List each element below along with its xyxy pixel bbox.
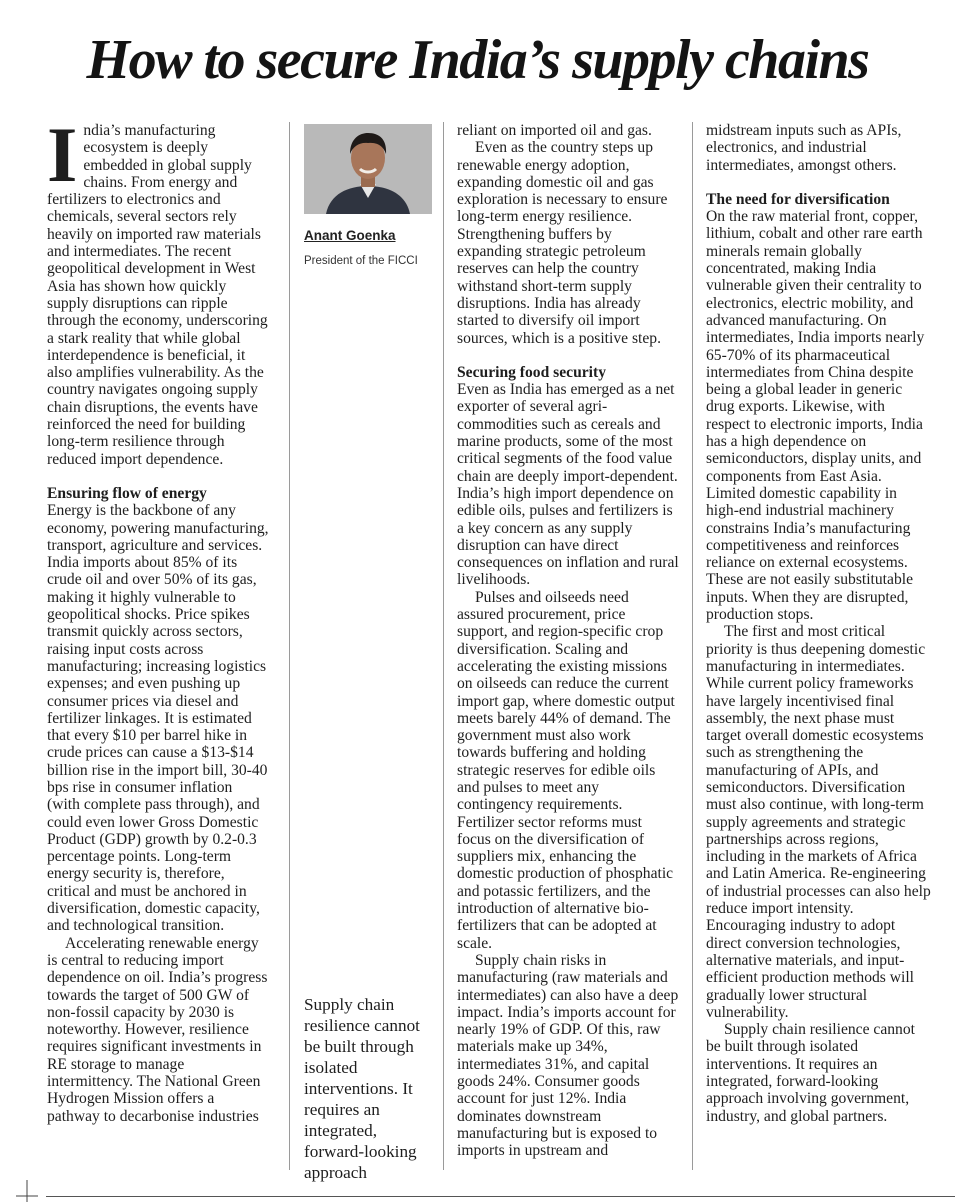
manufacturing-paragraph: Supply chain risks in manufacturing (raw materials and intermediates) can also have a deep impact. India’s imports account for nearly 19% of GDP. Of this, raw materials make up 34%, intermediates 31%, and capital goods 24%. Consumer goods account for just 12%. India dominates downstream manufacturing but is exposed to imports in upstream and (457, 951, 679, 1160)
drop-cap: I (47, 111, 78, 198)
article-column-3 (457, 122, 679, 1160)
author-portrait-icon (304, 124, 432, 214)
headline: How to secure India’s supply chains (86, 29, 869, 91)
column-divider-3 (692, 122, 693, 1170)
intro-text: ndia’s manufacturing ecosystem is deeply embedded in global supply chains. From energy and fertilizers to electronics and chemicals, several sectors rely heavily on imported raw materials and intermediates. The recent geopolitical development in West Asia has shown how quickly supply disruptions can ripple through the economy, underscoring a stark reality that while global interdependence is beneficial, it also amplifies vulnerability. As the country navigates ongoing supply chain disruptions, the events have reinforced the need for building long-term resilience through reduced import dependence. (47, 122, 268, 468)
crop-mark-icon (16, 1180, 38, 1202)
energy-paragraph-3: Even as the country steps up renewable energy adoption, expanding domestic oil and gas exploration is necessary to ensure long-term energy resilience. Strengthening buffers by expanding strategic petroleum reserves can help the country withstand short-term supply disruptions. India has already started to diversify oil import sources, which is a positive step. (457, 139, 668, 347)
column-divider-1 (289, 122, 290, 1170)
article-column-1 (47, 111, 269, 1125)
article-column-4 (706, 122, 932, 1125)
intro-paragraph (47, 111, 269, 468)
food-paragraph-1: Even as India has emerged as a net exporter of several agri-commodities such as cereals and marine products, some of the most critical segments of the food value chain are deeply import-dependent. India’s high import dependence on edible oils, pulses and fertilizers is a key concern as any supply disruption can have direct consequences on inflation and rural livelihoods. (457, 381, 679, 589)
author-title: President of the FICCI (304, 255, 418, 267)
subhead-food: Securing food security (457, 363, 606, 381)
pull-quote: Supply chain resilience cannot be built through isolated interventions. It requires an integrated, forward-looking approach (304, 995, 420, 1182)
footer-rule (46, 1196, 955, 1197)
manufacturing-continued: midstream inputs such as APIs, electronics, and industrial intermediates, amongst others. (706, 122, 902, 174)
subhead-diversification: The need for diversification (706, 190, 890, 208)
column-divider-2 (443, 122, 444, 1170)
subhead-energy: Ensuring flow of energy (47, 484, 207, 502)
author-photo (304, 124, 432, 214)
energy-paragraph-2: Accelerating renewable energy is central to reducing import dependence on oil. India’s progress towards the target of 500 GW of non-fossil capacity by 2030 is noteworthy. However, resilience requires significant investments in RE storage to manage intermittency. The National Green Hydrogen Mission offers a pathway to decarbonise industries (47, 934, 268, 1125)
conclusion-paragraph: Supply chain resilience cannot be built through isolated interventions. It requires an integrated, forward-looking approach involving government, industry, and global partners. (706, 1021, 915, 1125)
food-paragraph-2: Pulses and oilseeds need assured procurement, price support, and region-specific crop diversification. Scaling and accelerating the existing missions on oilseeds can reduce the current import gap, where domestic output meets barely 44% of demand. The government must also work towards buffering and holding strategic reserves for edible oils and pulses to meet any contingency requirements. Fertilizer sector reforms must focus on the diversification of suppliers mix, enhancing the domestic production of phosphatic and potassic fertilizers, and the introduction of alternative bio-fertilizers that can be adopted at scale. (457, 588, 675, 952)
energy-paragraph-1: Energy is the backbone of any economy, powering manufacturing, transport, agriculture and services. India imports about 85% of its crude oil and over 50% of its gas, making it highly vulnerable to geopolitical shocks. Price spikes transmit quickly across sectors, raising input costs across manufacturing; increasing logistics expenses; and even pushing up consumer prices via diesel and fertilizer linkages. It is estimated that every $10 per barrel hike in crude prices can cause a $13-$14 billion rise in the import bill, 30-40 bps rise in consumer inflation (with complete pass through), and could even lower Gross Domestic Product (GDP) growth by 0.2-0.3 percentage points. Long-term energy security is, therefore, critical and must be anchored in diversification, domestic capacity, and technological transition. (47, 502, 269, 935)
energy-continued: reliant on imported oil and gas. (457, 122, 652, 139)
diversification-paragraph-1: On the raw material front, copper, lithium, cobalt and other rare earth minerals remain globally concentrated, making India vulnerable given their centrality to electronics, electric mobility, and advanced manufacturing. On intermediates, India imports nearly 65-70% of its pharmaceutical intermediates from China despite being a global leader in generic drug exports. Likewise, with respect to electronic imports, India has a high dependence on semiconductors, display units, and components from East Asia. Limited domestic capability in high-end industrial machinery constrains India’s manufacturing competitiveness and reinforces reliance on external ecosystems. These are not easily substitutable inputs. When they are disrupted, production stops. (706, 208, 925, 624)
author-name: Anant Goenka (304, 228, 396, 243)
diversification-paragraph-2: The first and most critical priority is thus deepening domestic manufacturing in intermediates. While current policy frameworks have largely incentivised final assembly, the next phase must target overall domestic ecosystems such as strengthening the manufacturing of APIs, and semiconductors. Diversification must also continue, with long-term supply agreements and strategic partnerships across regions, including in the markets of Africa and Latin America. Re-engineering of industrial processes can also help reduce import intensity. Encouraging industry to adopt direct conversion technologies, alternative materials, and input-efficient production methods will gradually lower structural vulnerability. (706, 623, 931, 1021)
